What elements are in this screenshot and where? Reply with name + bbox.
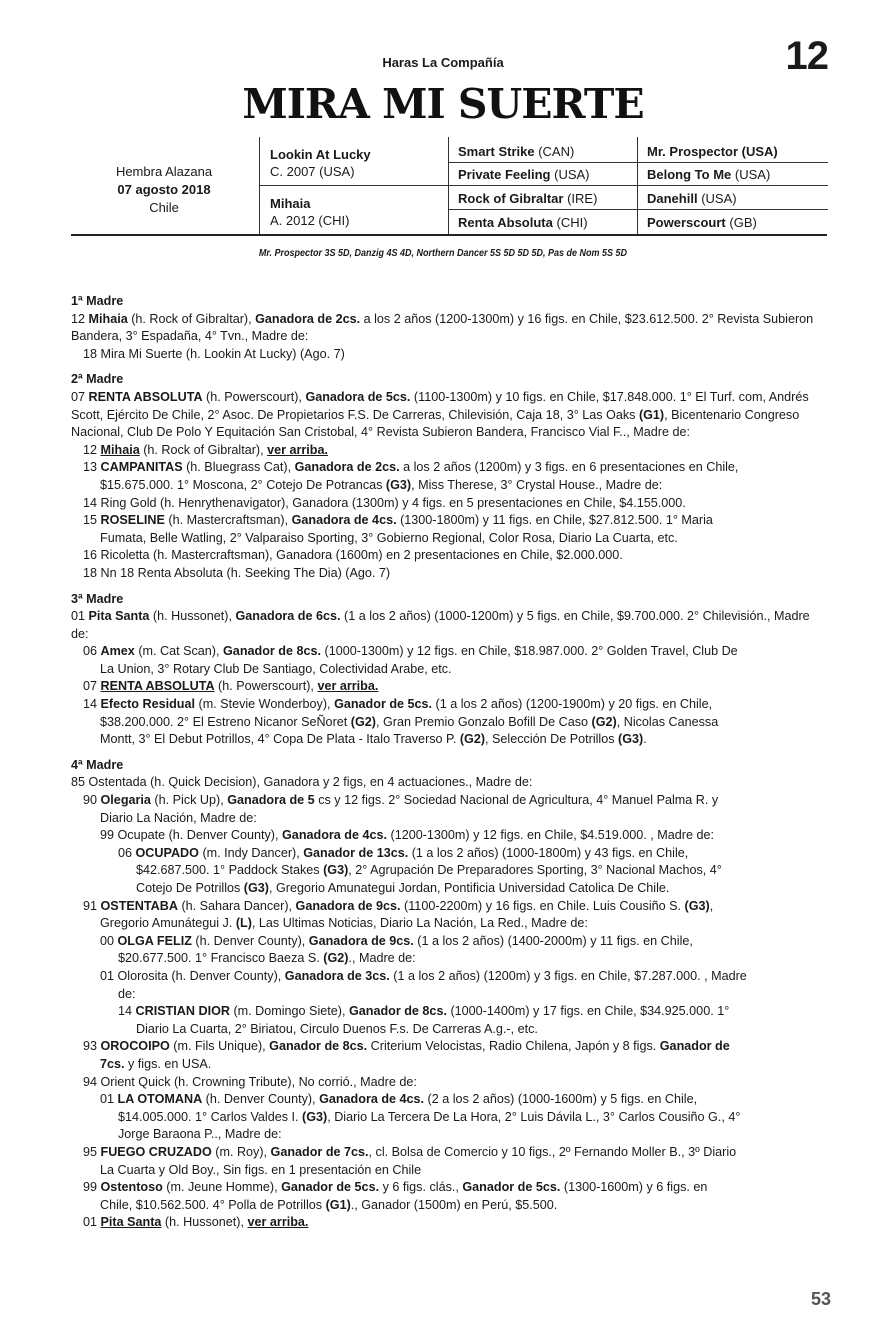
produce-entry: 90 Olegaria (h. Pick Up), Ganadora de 5 cs y 12 figs. 2° Sociedad Nacional de Agricultura, 4° Manuel Palma R. y Diario La Nación, Madre de: — [83, 793, 719, 825]
inbreeding-line: Mr. Prospector 3S 5D, Danzig 4S 4D, Northern Dancer 5S 5D 5D 5D, Pas de Nom 5S 5D — [258, 248, 628, 259]
pedigree-gen1 — [259, 137, 448, 234]
pedigree-table — [71, 137, 827, 236]
pedigree-gen2-cell: Smart Strike (CAN) — [449, 140, 637, 163]
produce-entry: 15 ROSELINE (h. Mastercraftsman), Ganadora de 4cs. (1300-1800m) y 11 figs. en Chile, $27.812.500. 1° Maria Fumata, Belle Watling, 2° Valparaiso Sporting, 3° Gobierno Regional, Color Rosa, Diario La Cuarta, etc. — [83, 513, 713, 545]
section-heading: 1ª Madre — [71, 294, 124, 308]
page-number: 53 — [810, 1289, 831, 1309]
pedigree-gen2 — [448, 137, 637, 234]
subject-foaled: 07 agosto 2018 — [117, 182, 211, 197]
subject-country: Chile — [149, 200, 179, 215]
produce-entry: 93 OROCOIPO (m. Fils Unique), Ganador de 8cs. Criterium Velocistas, Radio Chilena, Japón y 8 figs. Ganador de 7cs. y figs. en USA. — [83, 1039, 730, 1071]
pedigree-sire — [270, 146, 371, 180]
produce-entry: 12 Mihaia (h. Rock of Gibraltar), ver arriba. — [83, 442, 329, 457]
subject-sex-color: Hembra Alazana — [115, 164, 213, 179]
produce-entry: 18 Mira Mi Suerte (h. Lookin At Lucky) (Ago. 7) — [83, 346, 345, 361]
sire-detail: C. 2007 (USA) — [270, 164, 355, 179]
pedigree-gen3-cell: Danehill (USA) — [638, 187, 828, 210]
pedigree-gen2-cell: Renta Absoluta (CHI) — [458, 215, 588, 230]
lot-number: 12 — [785, 34, 828, 78]
produce-entry: 01 Olorosita (h. Denver County), Ganadora de 3cs. (1 a los 2 años) (1200m) y 3 figs. en Chile, $7.287.000. , Madre de: — [100, 968, 747, 1001]
produce-entry: 85 Ostentada (h. Quick Decision), Ganadora y 2 figs, en 4 actuaciones., Madre de: — [71, 775, 533, 790]
pedigree-gen3 — [637, 137, 828, 234]
produce-entry: 14 CRISTIAN DIOR (m. Domingo Siete), Ganador de 8cs. (1000-1400m) y 17 figs. en Chile, $34.925.000. 1° Diario La Cuarta, 2° Biriatou, Circulo Duenos F.s. De Carreras A.g.-, etc. — [118, 1004, 730, 1036]
pedigree-gen2-cell: Private Feeling (USA) — [449, 163, 637, 186]
produce-entry: 07 RENTA ABSOLUTA (h. Powerscourt), Ganadora de 5cs. (1100-1300m) y 10 figs. en Chile, $17.848.000. 1° El Turf. com, Andrés Scott, Ejército De Chile, 2° Asoc. De Propietarios F.S. De Carreras, Chilevisión, Caja 18, 3° Las Oaks (G1), Bicentenario Congreso Nacional, Club De Polo Y Equitación San Cristobal, 4° Revista Subieron Bandera, Francisco Vial F.., Madre de: — [71, 389, 809, 440]
section-heading: 2ª Madre — [71, 372, 124, 387]
produce-entry: 06 OCUPADO (m. Indy Dancer), Ganador de 13cs. (1 a los 2 años) (1000-1800m) y 43 figs. en Chile, $42.687.500. 1° Paddock Stakes (G3), 2° Agrupación De Preparadores Sporting, 3° Nacional Machos, 4° Cotejo De Potrillos (G3), Gregorio Amunategui Jordan, Pontificia Universidad Catolica De Chile. — [118, 845, 722, 895]
subject-info — [71, 163, 257, 217]
produce-record — [71, 293, 829, 1232]
pedigree-gen3-cell: Mr. Prospector (USA) — [638, 140, 828, 163]
dam-detail: A. 2012 (CHI) — [270, 213, 350, 228]
produce-entry: 14 Efecto Residual (m. Stevie Wonderboy), Ganador de 5cs. (1 a los 2 años) (1200-1900m) y 20 figs. en Chile, $38.200.000. 2° El Estreno Nicanor SeÑoret (G2), Gran Premio Gonzalo Bofill De Caso (G2), Nicolas Canessa Montt, 3° El Debut Potrillos, 4° Copa De Plata - Italo Traverso P. (G2), Selección De Potrillos (G3). — [83, 697, 719, 747]
dam-name: Mihaia — [270, 196, 311, 211]
produce-entry: 95 FUEGO CRUZADO (m. Roy), Ganador de 7cs., cl. Bolsa de Comercio y 10 figs., 2º Fernando Moller B., 3º Diario La Cuarta y Old Boy., Sin figs. en 1 presentación en Chile — [83, 1144, 737, 1177]
produce-entry: 01 LA OTOMANA (h. Denver County), Ganadora de 4cs. (2 a los 2 años) (1000-1600m) y 5 figs. en Chile, $14.005.000. 1° Carlos Valdes I. (G3), Diario La Tercera De La Hora, 2° Luis Dávila L., 3° Carlos Cousiño G., 4° Jorge Baraona P.., Madre de: — [100, 1092, 741, 1142]
pedigree-gen3-cell: Belong To Me (USA) — [638, 163, 828, 186]
produce-entry: 94 Orient Quick (h. Crowning Tribute), No corrió., Madre de: — [83, 1074, 417, 1089]
pedigree-dam — [270, 195, 349, 229]
section-heading: 3ª Madre — [71, 591, 124, 606]
horse-name: MIRA MI SUERTE — [242, 80, 644, 128]
produce-entry: 13 CAMPANITAS (h. Bluegrass Cat), Ganadora de 2cs. a los 2 años (1200m) y 3 figs. en 6 presentaciones en Chile, $15.675.000. 1° Moscona, 2° Cotejo De Potrancas (G3), Miss Therese, 3° Crystal House., Madre de: — [83, 460, 739, 492]
pedigree-gen3-cell: Powerscourt (GB) — [647, 215, 757, 230]
produce-entry: 01 Pita Santa (h. Hussonet), ver arriba. — [83, 1215, 309, 1230]
produce-entry: 00 OLGA FELIZ (h. Denver County), Ganadora de 9cs. (1 a los 2 años) (1400-2000m) y 11 figs. en Chile, $20.677.500. 1° Francisco Baeza S. (G2)., Madre de: — [100, 933, 693, 966]
section-heading: 4ª Madre — [71, 757, 124, 772]
produce-entry: 18 Nn 18 Renta Absoluta (h. Seeking The Dia) (Ago. 7) — [83, 565, 391, 580]
produce-entry: 06 Amex (m. Cat Scan), Ganador de 8cs. (1000-1300m) y 12 figs. en Chile, $18.987.000. 2° Golden Travel, Club De La Union, 3° Rotary Club De Santiago, Colectividad Arabe, etc. — [83, 644, 738, 676]
produce-entry: 12 Mihaia (h. Rock of Gibraltar), Ganadora de 2cs. a los 2 años (1200-1300m) y 16 figs. en Chile, $23.612.500. 2° Revista Subieron Bandera, 3° Espadaña, 4° Tvn., Madre de: — [71, 311, 814, 344]
pedigree-divider — [260, 185, 448, 186]
produce-entry: 16 Ricoletta (h. Mastercraftsman), Ganadora (1600m) en 2 presentaciones en Chile, $2.000.000. — [83, 548, 623, 563]
produce-entry: 99 Ocupate (h. Denver County), Ganadora de 4cs. (1200-1300m) y 12 figs. en Chile, $4.519.000. , Madre de: — [100, 828, 714, 843]
breeder-name: Haras La Compañía — [382, 55, 504, 70]
produce-entry: 01 Pita Santa (h. Hussonet), Ganadora de 6cs. (1 a los 2 años) (1000-1200m) y 5 figs. en Chile, $9.700.000. 2° Chilevisión., Madre de: — [71, 609, 810, 641]
pedigree-gen2-cell: Rock of Gibraltar (IRE) — [449, 187, 637, 210]
produce-entry: 99 Ostentoso (m. Jeune Homme), Ganador de 5cs. y 6 figs. clás., Ganador de 5cs. (1300-1600m) y 6 figs. en Chile, $10.562.500. 4° Polla de Potrillos (G1)., Ganador (1500m) en Perú, $5.500. — [83, 1180, 708, 1212]
sire-name: Lookin At Lucky — [270, 147, 371, 162]
produce-entry: 91 OSTENTABA (h. Sahara Dancer), Ganadora de 9cs. (1100-2200m) y 16 figs. en Chile. Luis Cousiño S. (G3), Gregorio Amunátegui J. (L), Las Ultimas Noticias, Diario La Nación, La Red., Madre de: — [83, 898, 714, 931]
produce-entry: 14 Ring Gold (h. Henrythenavigator), Ganadora (1300m) y 4 figs. en 5 presentaciones en Chile, $4.155.000. — [83, 495, 686, 510]
produce-entry: 07 RENTA ABSOLUTA (h. Powerscourt), ver arriba. — [83, 679, 379, 694]
